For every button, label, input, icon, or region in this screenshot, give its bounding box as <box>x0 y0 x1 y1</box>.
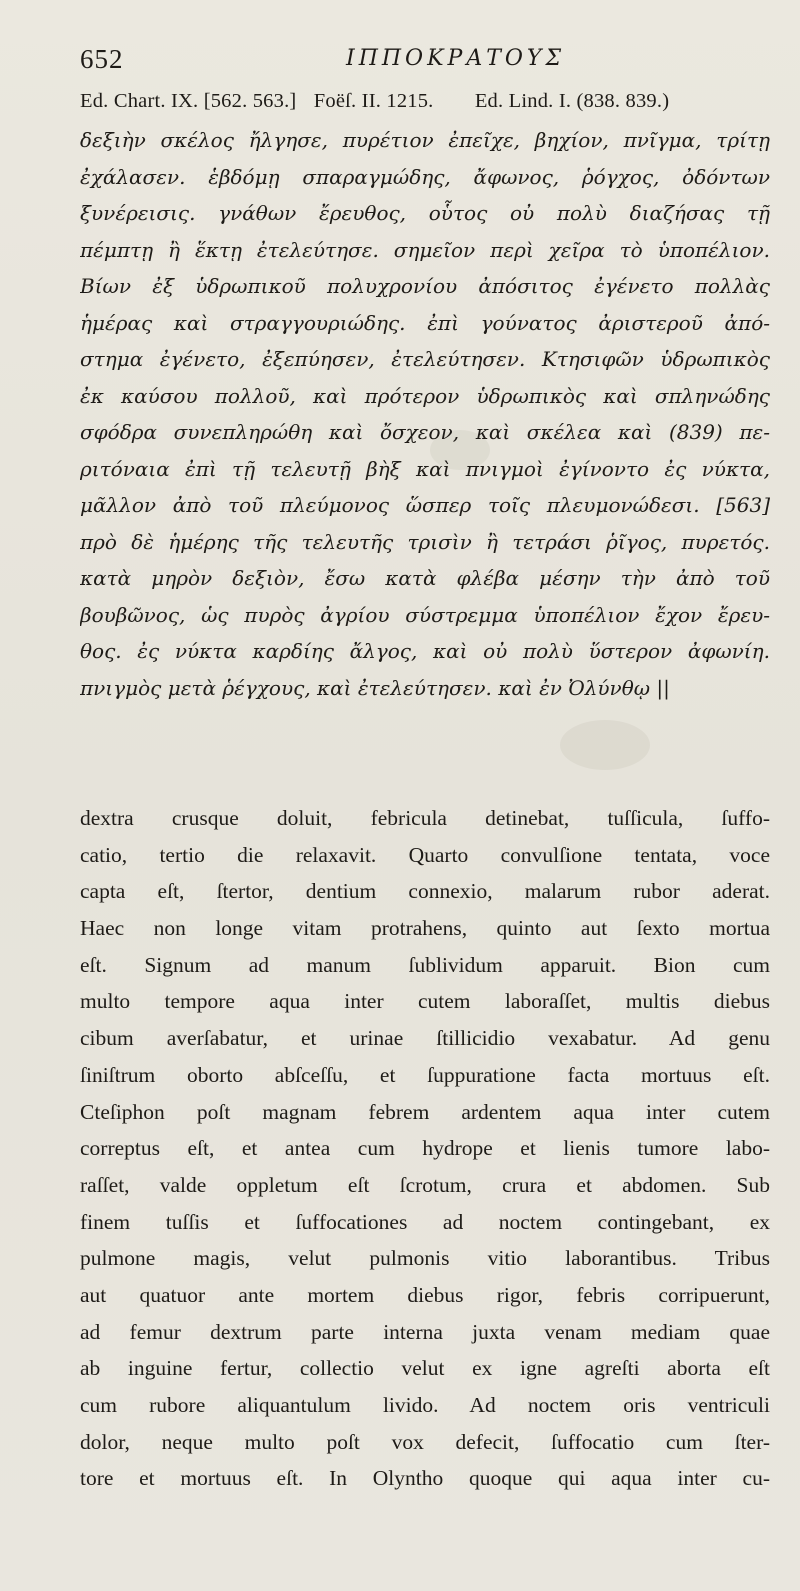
edition-reference-line <box>80 90 770 113</box>
edition-foes-ref: Foëſ. II. 1215. <box>313 90 434 112</box>
edition-linden-ref: Ed. Lind. I. (838. 839.) <box>474 90 670 112</box>
paper-stain <box>560 720 650 770</box>
greek-line: σφόδρα συνεπληρώθη καὶ ὄσχεον, καὶ σκέλεα καὶ (839) πε- <box>80 420 770 444</box>
latin-text-block <box>80 800 770 1497</box>
latin-line: dolor, neque multo poſt vox defecit, ſuffocatio cum ſter- <box>80 1429 770 1454</box>
page-header <box>80 44 760 84</box>
latin-line: Haec non longe vitam protrahens, quinto aut ſexto mortua <box>80 916 770 941</box>
latin-line: eſt. Signum ad manum ſublividum apparuit. Bion cum <box>80 952 770 977</box>
greek-line: πέμπτῃ ἢ ἕκτῃ ἐτελεύτησε. σημεῖον περὶ χεῖρα τὸ ὑποπέλιον. <box>80 237 770 262</box>
latin-line: aut quatuor ante mortem diebus rigor, febris corripuerunt, <box>80 1282 770 1307</box>
latin-line: correptus eſt, et antea cum hydrope et lienis tumore labo- <box>80 1136 770 1161</box>
greek-line: στημα ἐγένετο, ἐξεπύησεν, ἐτελεύτησεν. Κτησιφῶν ὑδρωπικὸς <box>80 347 770 371</box>
greek-line: πνιγμὸς μετὰ ῥέγχους, καὶ ἐτελεύτησεν. καὶ ἐν Ὀλύνθῳ || <box>80 675 670 700</box>
latin-line: ſiniſtrum oborto abſceſſu, et ſuppuratione facta mortuus eſt. <box>80 1062 770 1087</box>
greek-line: κατὰ μηρὸν δεξιὸν, ἔσω κατὰ φλέβα μέσην τὴν ἀπὸ τοῦ <box>80 566 770 590</box>
latin-line: finem tuſſis et ſuffocationes ad noctem contingebant, ex <box>80 1209 770 1234</box>
greek-line: ριτόναια ἐπὶ τῇ τελευτῇ βὴξ καὶ πνιγμοὶ ἐγίνοντο ἐς νύκτα, <box>80 456 770 481</box>
greek-line: ἐκ καύσου πολλοῦ, καὶ πρότερον ὑδρωπικὸς καὶ σπληνώδης <box>80 383 770 408</box>
latin-line: capta eſt, ſtertor, dentium connexio, malarum rubor aderat. <box>80 879 770 904</box>
latin-line: ab inguine fertur, collectio velut ex igne agreſti aborta eſt <box>80 1356 770 1381</box>
greek-line: βουβῶνος, ὡς πυρὸς ἀγρίου σύστρεμμα ὑποπέλιον ἔχον ἔρευ- <box>80 602 770 627</box>
latin-line: pulmone magis, velut pulmonis vitio laborantibus. Tribus <box>80 1246 770 1271</box>
latin-line: ad femur dextrum parte interna juxta venam mediam quae <box>80 1319 770 1344</box>
latin-line: multo tempore aqua inter cutem laboraſſet, multis diebus <box>80 989 770 1014</box>
greek-line: ἐχάλασεν. ἑβδόμῃ σπαραγμώδης, ἄφωνος, ῥόγχος, ὀδόντων <box>80 164 770 189</box>
latin-line: dextra crusque doluit, febricula detinebat, tuſſicula, ſuffo- <box>80 806 770 830</box>
greek-line: θος. ἐς νύκτα καρδίης ἄλγος, καὶ οὐ πολὺ ὕστερον ἀφωνίη. <box>80 639 770 663</box>
greek-line: ἡμέρας καὶ στραγγουριώδης. ἐπὶ γούνατος ἀριστεροῦ ἀπό- <box>80 310 770 335</box>
greek-line: δεξιὴν σκέλος ἤλγησε, πυρέτιον ἐπεῖχε, βηχίον, πνῖγμα, τρίτῃ <box>80 128 770 152</box>
greek-line: ξυνέρεισις. γνάθων ἔρευθος, οὗτος οὐ πολὺ διαζήσας τῇ <box>80 201 770 225</box>
greek-text-block <box>80 122 770 706</box>
page-number: 652 <box>80 44 124 74</box>
latin-line: raſſet, valde oppletum eſt ſcrotum, crura et abdomen. Sub <box>80 1172 770 1197</box>
latin-line: tore et mortuus eſt. In Olyntho quoque qui aqua inter cu- <box>80 1466 770 1491</box>
edition-chartier-ref: Ed. Chart. IX. [562. 563.] <box>80 90 297 112</box>
latin-line: cum rubore aliquantulum livido. Ad noctem oris ventriculi <box>80 1393 770 1417</box>
greek-line: Βίων ἐξ ὑδρωπικοῦ πολυχρονίου ἀπόσιτος ἐγένετο πολλὰς <box>80 274 770 298</box>
latin-line: catio, tertio die relaxavit. Quarto convulſione tentata, voce <box>80 842 770 867</box>
running-title: ΙΠΠΟΚΡΑΤΟΥΣ <box>346 46 566 71</box>
greek-line: πρὸ δὲ ἡμέρης τῆς τελευτῆς τρισὶν ἢ τετράσι ῥῖγος, πυρετός. <box>80 529 770 554</box>
latin-line: cibum averſabatur, et urinae ſtillicidio vexabatur. Ad genu <box>80 1026 770 1051</box>
latin-line: Cteſiphon poſt magnam febrem ardentem aqua inter cutem <box>80 1099 770 1124</box>
greek-line: μᾶλλον ἀπὸ τοῦ πλεύμονος ὥσπερ τοῖς πλευμονώδεσι. [563] <box>80 493 770 517</box>
